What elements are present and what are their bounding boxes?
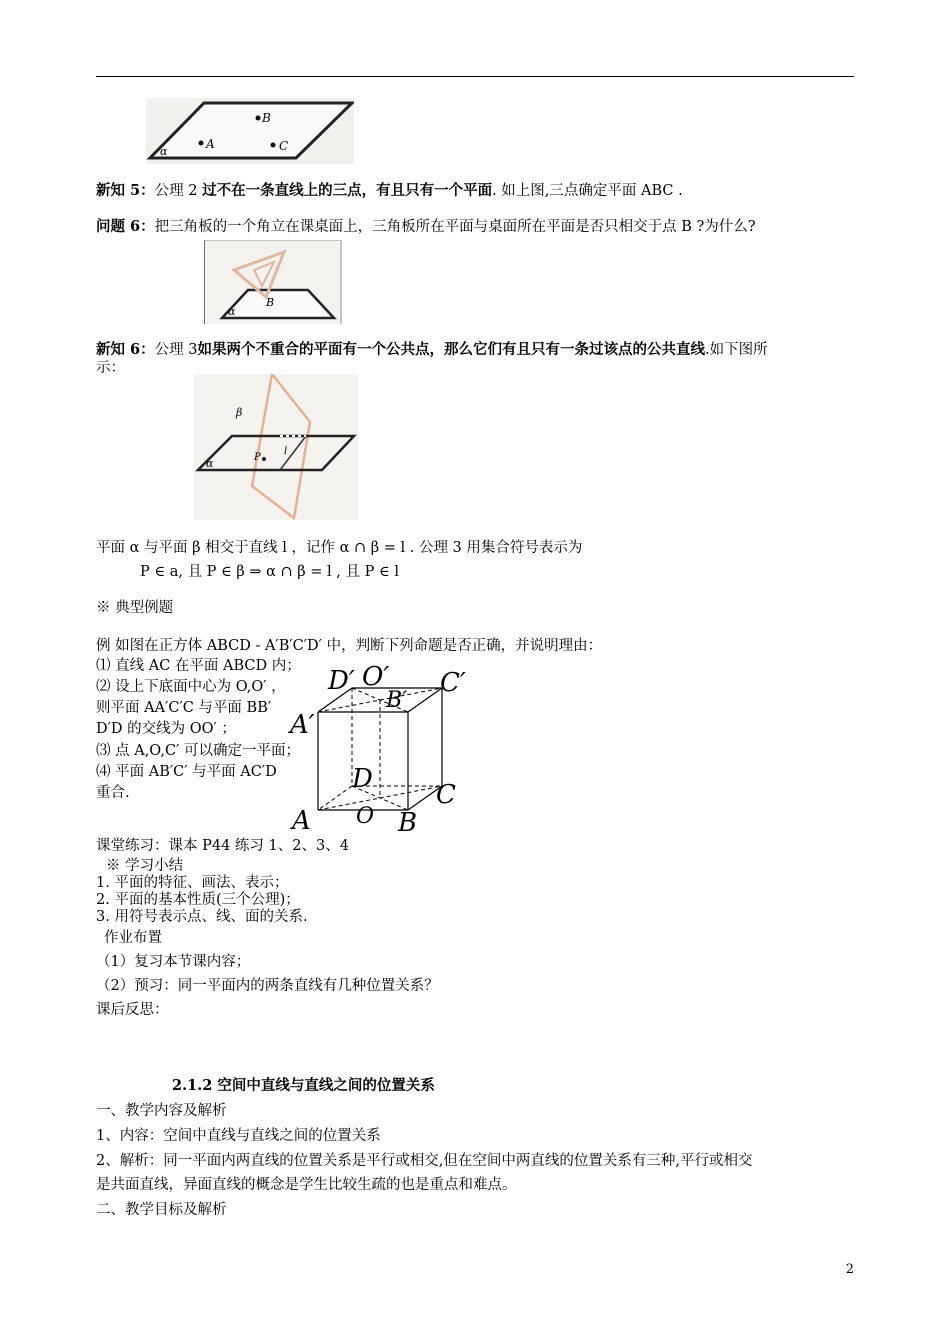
cube-label-Ap: A′ <box>290 710 315 740</box>
homework-item: （2）预习：同一平面内的两条直线有几种位置关系？ <box>96 978 439 994</box>
xinzhi5-line <box>96 181 683 201</box>
xinzhi5-label: 新知 5： <box>96 182 155 199</box>
fig1-label-A: A <box>206 137 215 151</box>
fig1-label-B: B <box>262 111 271 125</box>
xinzhi6-label: 新知 6： <box>96 341 155 358</box>
wenti6-text: 把三角板的一个角立在课桌面上，三角板所在平面与桌面所在平面是否只相交于点 B ?为什么? <box>154 219 756 235</box>
summary-item: 1. 平面的特征、画法、表示； <box>96 875 289 891</box>
xinzhi6-statement: 如果两个不重合的平面有一个公共点，那么它们有且只有一条过该点的公共直线 <box>197 341 705 358</box>
xinzhi6-rest: .如下图所 <box>704 342 768 358</box>
reflection-line: 课后反思： <box>96 1002 169 1018</box>
cube-label-D: D <box>352 764 373 794</box>
section2-heading2: 二、教学目标及解析 <box>96 1202 227 1218</box>
wenti6-label: 问题 6： <box>96 218 155 235</box>
fig1-label-C: C <box>279 139 289 153</box>
example-item: 则平面 AA′C′C 与平面 BB′ <box>96 700 272 716</box>
page-number: 2 <box>845 1262 854 1277</box>
header-rule <box>96 76 854 77</box>
cube-label-A: A <box>292 806 311 836</box>
xinzhi6-line2: 示： <box>96 360 125 376</box>
fig2-label-B: B <box>266 296 275 309</box>
xinzhi5-statement: 过不在一条直线上的三点，有且只有一个平面 <box>202 182 493 199</box>
example-item: ⑶ 点 A,O,C′ 可以确定一平面； <box>96 743 300 759</box>
section2-para1: 1、内容：空间中直线与直线之间的位置关系 <box>96 1128 381 1144</box>
example-item: ⑴ 直线 AC 在平面 ABCD 内； <box>96 658 301 674</box>
section2-title: 2.1.2 空间中直线与直线之间的位置关系 <box>172 1077 435 1094</box>
xinzhi5-rest: . 如上图,三点确定平面 ABC . <box>492 183 683 199</box>
cube-label-Bp: B′ <box>386 688 408 713</box>
cube-label-B: B <box>398 808 418 838</box>
homework-item: （1）复习本节课内容； <box>96 954 251 970</box>
section2-para2b: 是共面直线，异面直线的概念是学生比较生疏的也是重点和难点。 <box>96 1177 517 1193</box>
example-item: ⑵ 设上下底面中心为 O,O′ ， <box>96 679 286 695</box>
example-item: D′D 的交线为 OO′ ； <box>96 721 236 737</box>
fig1-label-alpha: α <box>160 145 168 158</box>
xinzhi6-axiom: 公理 3 <box>154 342 198 358</box>
section2-heading1: 一、教学内容及解析 <box>96 1103 227 1119</box>
example-item: ⑷ 平面 AB′C′ 与平面 AC′D <box>96 764 277 780</box>
summary-title: ※ 学习小结 <box>106 858 184 874</box>
cube-label-O: O <box>356 804 375 829</box>
cube-label-Dp: D′ <box>328 666 355 696</box>
summary-item: 2. 平面的基本性质(三个公理)； <box>96 892 300 908</box>
section-example: ※ 典型例题 <box>96 600 174 616</box>
homework-title: 作业布置 <box>104 930 162 946</box>
fig3-label-beta: β <box>236 406 243 419</box>
cube-label-C: C <box>436 780 456 810</box>
xinzhi5-axiom: 公理 2 <box>154 183 198 199</box>
summary-item: 3. 用符号表示点、线、面的关系. <box>96 909 308 925</box>
fig3-label-P: P <box>254 452 261 463</box>
cube-label-Cp: C′ <box>440 668 466 698</box>
example-item: 重合. <box>96 785 130 801</box>
fig2-label-alpha: α <box>228 305 236 318</box>
xinzhi6-line1 <box>96 340 768 360</box>
fig3-label-l: l <box>284 446 288 457</box>
section2-para2a: 2、解析：同一平面内两直线的位置关系是平行或相交,但在空间中两直线的位置关系有三种,平行或相交 <box>96 1153 753 1169</box>
example-intro: 例 如图在正方体 ABCD - A′B′C′D′ 中，判断下列命题是否正确，并说明理由： <box>96 638 603 654</box>
figure-triangle-on-desk <box>204 240 342 324</box>
wenti6-line <box>96 217 756 237</box>
intersect-line2: P ∈ a, 且 P ∈ β ⇒ α ∩ β = l , 且 P ∈ l <box>140 564 399 580</box>
figure-intersecting-planes <box>194 374 358 520</box>
fig3-label-alpha: α <box>206 457 214 470</box>
intersect-line1: 平面 α 与平面 β 相交于直线 l ，记作 α ∩ β = l . 公理 3 用集合符号表示为 <box>96 540 583 556</box>
cube-label-Op: O′ <box>362 662 390 692</box>
practice-line: 课堂练习：课本 P44 练习 1、2、3、4 <box>96 838 349 854</box>
figure-plane-three-points <box>146 98 354 164</box>
